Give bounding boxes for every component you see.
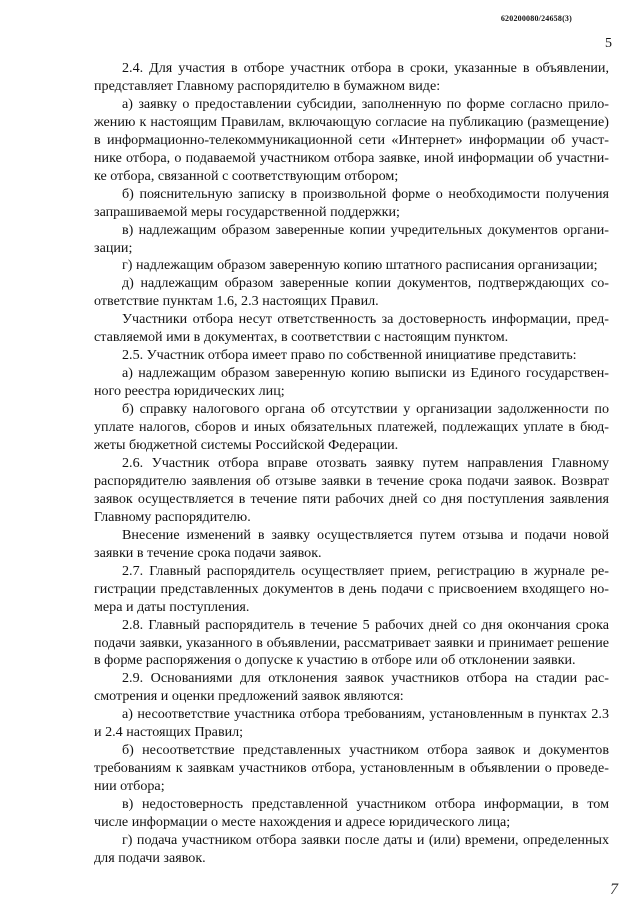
- paragraph-2-4-v: в) надлежащим образом заверенные копии учредительных документов организации;: [94, 221, 609, 256]
- paragraph-2-5-b: б) справку налогового органа об отсутствии у организации задолженности по уплате налогов, сборов и иных обязательных платежей, подлежащих уплате в бюджеты бюджетной системы Российской Федерации.: [94, 401, 609, 454]
- paragraph-changes: Внесение изменений в заявку осуществляется путем отзыва и подачи новой заявки в течение срока подачи заявок.: [94, 526, 609, 561]
- paragraph-2-9-b: б) несоответствие представленных участником отбора заявок и документов требованиям к заявкам участников отбора, установленным в объявлении о проведении отбора;: [94, 742, 609, 795]
- paragraph-2-7: 2.7. Главный распорядитель осуществляет прием, регистрацию в журнале регистрации представленных документов в день подачи с присвоением входящего номера и даты поступления.: [94, 562, 609, 615]
- paragraph-2-9-v: в) недостоверность представленной участником отбора информации, в том числе информации о месте нахождения и адресе юридического лица;: [94, 796, 609, 831]
- paragraph-2-4-g: г) надлежащим образом заверенную копию штатного расписания организации;: [122, 257, 598, 274]
- paragraph-2-4: 2.4. Для участия в отборе участник отбора в сроки, указанные в объявлении, представляет Главному распорядителю в бумажном виде:: [94, 60, 609, 94]
- page-number: 5: [605, 36, 612, 51]
- handwritten-page-mark: 7: [610, 881, 618, 898]
- paragraph-2-4-a: а) заявку о предоставлении субсидии, заполненную по форме согласно приложению к настоящим Правилам, включающую согласие на публикацию (размещение) в информационно-телекоммуникационной сети «Интернет» информации об участнике отбора, о подаваемой участником отбора заявке, иной информации об участнике отбора, связанной с соответствующим отбором;: [94, 95, 609, 184]
- paragraph-2-9: 2.9. Основаниями для отклонения заявок участников отбора на стадии рассмотрения и оценки предложений заявок являются:: [94, 670, 609, 705]
- paragraph-2-5-a: а) надлежащим образом заверенную копию выписки из Единого государственного реестра юридических лиц;: [94, 365, 609, 400]
- paragraph-2-9-g: г) подача участником отбора заявки после даты и (или) времени, определенных для подачи заявок.: [94, 831, 609, 866]
- paragraph-2-6: 2.6. Участник отбора вправе отозвать заявку путем направления Главному распорядителю заявления об отзыве заявки в течение срока подачи заявок. Возврат заявок осуществляется в течение пяти рабочих дней со дня поступления заявления Главному распорядителю.: [94, 454, 609, 525]
- document-code: 620200080/24658(3): [500, 14, 572, 23]
- paragraph-2-8: 2.8. Главный распорядитель в течение 5 рабочих дней со дня окончания срока подачи заявки, указанного в объявлении, рассматривает заявки и принимает решение в форме распоряжения о допуске к участию в отборе или об отклонении заявки.: [94, 616, 609, 669]
- paragraph-2-9-a: а) несоответствие участника отбора требованиям, установленным в пунктах 2.3 и 2.4 настоящих Правил;: [94, 706, 609, 741]
- paragraph-2-4-b: б) пояснительную записку в произвольной форме о необходимости получения запрашиваемой меры государственной поддержки;: [94, 185, 609, 220]
- document-body: [94, 60, 609, 868]
- paragraph-2-5: 2.5. Участник отбора имеет право по собственной инициативе представить:: [122, 347, 577, 364]
- paragraph-responsibility: Участники отбора несут ответственность за достоверность информации, представляемой ими в документах, в соответствии с настоящим пунктом.: [94, 311, 609, 346]
- paragraph-2-4-d: д) надлежащим образом заверенные копии документов, подтверждающих соответствие пунктам 1.6, 2.3 настоящих Правил.: [94, 275, 609, 310]
